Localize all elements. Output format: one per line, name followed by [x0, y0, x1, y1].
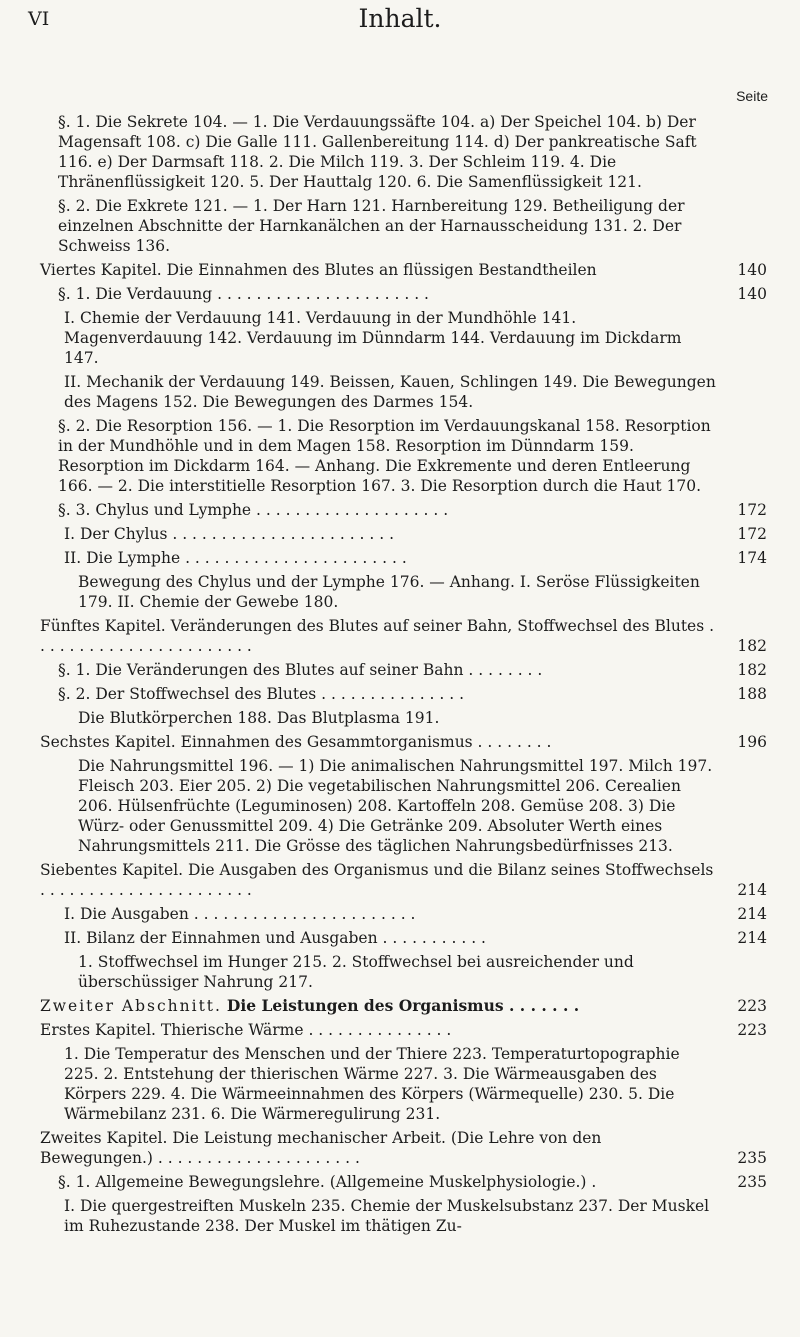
toc-page-number: 214 — [719, 928, 767, 948]
toc-page-number: 140 — [719, 260, 767, 280]
toc-entry — [40, 372, 767, 412]
toc-entry-text: §. 3. Chylus und Lymphe . . . . . . . . . . . . . . . . . . . . — [58, 501, 449, 519]
toc-page-number: 188 — [719, 684, 767, 704]
toc-entry — [40, 548, 767, 568]
toc-page-number: 172 — [719, 500, 767, 520]
toc-entry — [40, 1020, 767, 1040]
toc-entry-text: §. 2. Der Stoffwechsel des Blutes . . . . . . . . . . . . . . . — [58, 685, 465, 703]
toc-entry — [40, 1172, 767, 1192]
toc-entry — [40, 928, 767, 948]
toc-entry — [40, 260, 767, 280]
toc-entry — [40, 112, 767, 192]
toc-entry-text: Zweites Kapitel. Die Leistung mechanischer Arbeit. (Die Lehre von den Bewegungen.) . . . . . . . . . . . . . . . . . . . . . — [40, 1129, 602, 1167]
toc-entry-text: Die Nahrungsmittel 196. — 1) Die animalischen Nahrungsmittel 197. Milch 197. Fleisch 203. Eier 205. 2) Die vegetabilischen Nahrungsmittel 206. Cerealien 206. Hülsenfrüchte (Leguminosen) 208. Kartoffeln 208. Gemüse 208. 3) Die Würz- oder Genussmittel 209. 4) Die Getränke 209. Absoluter Werth eines Nahrungsmittels 211. Die Grösse des täglichen Nahrungsbedürfnisses 213. — [78, 757, 713, 855]
toc-entry-text: §. 1. Die Sekrete 104. — 1. Die Verdauungssäfte 104. a) Der Speichel 104. b) Der Magensaft 108. c) Die Galle 111. Gallenbereitung 114. d) Der pankreatische Saft 116. e) Der Darmsaft 118. 2. Die Milch 119. 3. Der Schleim 119. 4. Die Thränenflüssigkeit 120. 5. Der Hauttalg 120. 6. Die Samenflüssigkeit 121. — [58, 113, 697, 191]
toc-entry-text: Sechstes Kapitel. Einnahmen des Gesammtorganismus . . . . . . . . — [40, 733, 552, 751]
toc-entry — [40, 284, 767, 304]
toc-page-number: 196 — [719, 732, 767, 752]
toc-entry-text: §. 1. Die Veränderungen des Blutes auf seiner Bahn . . . . . . . . — [58, 661, 543, 679]
toc-page-number: 223 — [719, 1020, 767, 1040]
table-of-contents — [40, 112, 767, 1240]
toc-entry-text: §. 2. Die Resorption 156. — 1. Die Resorption im Verdauungskanal 158. Resorption in der Mundhöhle und in dem Magen 158. Resorption im Dünndarm 159. Resorption im Dickdarm 164. — Anhang. Die Exkremente und deren Entleerung 166. — 2. Die interstitielle Resorption 167. 3. Die Resorption durch die Haut 170. — [58, 417, 711, 495]
toc-entry — [40, 952, 767, 992]
toc-entry-text: Die Blutkörperchen 188. Das Blutplasma 191. — [78, 709, 440, 727]
toc-entry — [40, 756, 767, 856]
toc-entry-text: §. 2. Die Exkrete 121. — 1. Der Harn 121. Harnbereitung 129. Betheiligung der einzelnen Abschnitte der Harnkanälchen an der Harnausscheidung 131. 2. Der Schweiss 136. — [58, 197, 685, 255]
toc-entry — [40, 572, 767, 612]
toc-entry — [40, 660, 767, 680]
toc-entry — [40, 416, 767, 496]
toc-page-number: 235 — [719, 1148, 767, 1168]
toc-entry — [40, 616, 767, 656]
toc-entry-text: §. 1. Allgemeine Bewegungslehre. (Allgemeine Muskelphysiologie.) . — [58, 1173, 597, 1191]
toc-entry — [40, 1128, 767, 1168]
toc-entry-text: II. Bilanz der Einnahmen und Ausgaben . . . . . . . . . . . — [64, 929, 486, 947]
toc-entry-text: II. Die Lymphe . . . . . . . . . . . . . . . . . . . . . . . — [64, 549, 407, 567]
page-number: VI — [28, 8, 50, 30]
toc-page-number: 223 — [719, 996, 767, 1016]
toc-entry — [40, 732, 767, 752]
toc-entry — [40, 860, 767, 900]
toc-entry-text: Fünftes Kapitel. Veränderungen des Blutes auf seiner Bahn, Stoffwechsel des Blutes . . . . . . . . . . . . . . . . . . . . . . . — [40, 617, 715, 655]
toc-entry — [40, 308, 767, 368]
toc-page-number: 235 — [719, 1172, 767, 1192]
toc-page-number: 214 — [719, 904, 767, 924]
toc-page-number: 172 — [719, 524, 767, 544]
toc-entry — [40, 1196, 767, 1236]
toc-entry-text: 1. Die Temperatur des Menschen und der Thiere 223. Temperaturtopographie 225. 2. Entstehung der thierischen Wärme 227. 3. Die Wärmeausgaben des Körpers 229. 4. Die Wärmeeinnahmen des Körpers (Wärmequelle) 230. 5. Die Wärmebilanz 231. 6. Die Wärmeregulirung 231. — [64, 1045, 680, 1123]
toc-entry-text: II. Mechanik der Verdauung 149. Beissen, Kauen, Schlingen 149. Die Bewegungen des Magens 152. Die Bewegungen des Darmes 154. — [64, 373, 716, 411]
toc-entry-text: Bewegung des Chylus und der Lymphe 176. — Anhang. I. Seröse Flüssigkeiten 179. II. Chemie der Gewebe 180. — [78, 573, 700, 611]
toc-entry — [40, 500, 767, 520]
toc-page-number: 182 — [719, 636, 767, 656]
toc-entry — [40, 1044, 767, 1124]
toc-entry-text: I. Der Chylus . . . . . . . . . . . . . . . . . . . . . . . — [64, 525, 395, 543]
toc-entry — [40, 904, 767, 924]
toc-entry-text: 1. Stoffwechsel im Hunger 215. 2. Stoffwechsel bei ausreichender und überschüssiger Nahrung 217. — [78, 953, 634, 991]
section-label: Zweiter Abschnitt. — [40, 997, 222, 1015]
toc-entry — [40, 524, 767, 544]
toc-entry-text: I. Die quergestreiften Muskeln 235. Chemie der Muskelsubstanz 237. Der Muskel im Ruhezustande 238. Der Muskel im thätigen Zu- — [64, 1197, 710, 1235]
toc-page-number: 140 — [719, 284, 767, 304]
toc-page-number: 214 — [719, 880, 767, 900]
toc-entry — [40, 684, 767, 704]
toc-entry-text — [40, 996, 767, 1016]
toc-page-number: 174 — [719, 548, 767, 568]
toc-entry — [40, 996, 767, 1016]
toc-entry-text: Erstes Kapitel. Thierische Wärme . . . . . . . . . . . . . . . — [40, 1021, 452, 1039]
toc-entry-text: I. Chemie der Verdauung 141. Verdauung in der Mundhöhle 141. Magenverdauung 142. Verdauung im Dünndarm 144. Verdauung im Dickdarm 147. — [64, 309, 682, 367]
section-title: Die Leistungen des Organismus . . . . . . . — [226, 996, 580, 1015]
page-title: Inhalt. — [358, 4, 442, 33]
toc-entry-text: I. Die Ausgaben . . . . . . . . . . . . . . . . . . . . . . . — [64, 905, 416, 923]
toc-entry-text: §. 1. Die Verdauung . . . . . . . . . . . . . . . . . . . . . . — [58, 285, 429, 303]
toc-entry-text: Viertes Kapitel. Die Einnahmen des Blutes an flüssigen Bestandtheilen — [40, 261, 597, 279]
toc-page-number: 182 — [719, 660, 767, 680]
toc-entry — [40, 708, 767, 728]
toc-entry-text: Siebentes Kapitel. Die Ausgaben des Organismus und die Bilanz seines Stoffwechsels . . . . . . . . . . . . . . . . . . . . . . — [40, 861, 714, 899]
column-header-seite: Seite — [736, 88, 768, 104]
toc-entry — [40, 196, 767, 256]
